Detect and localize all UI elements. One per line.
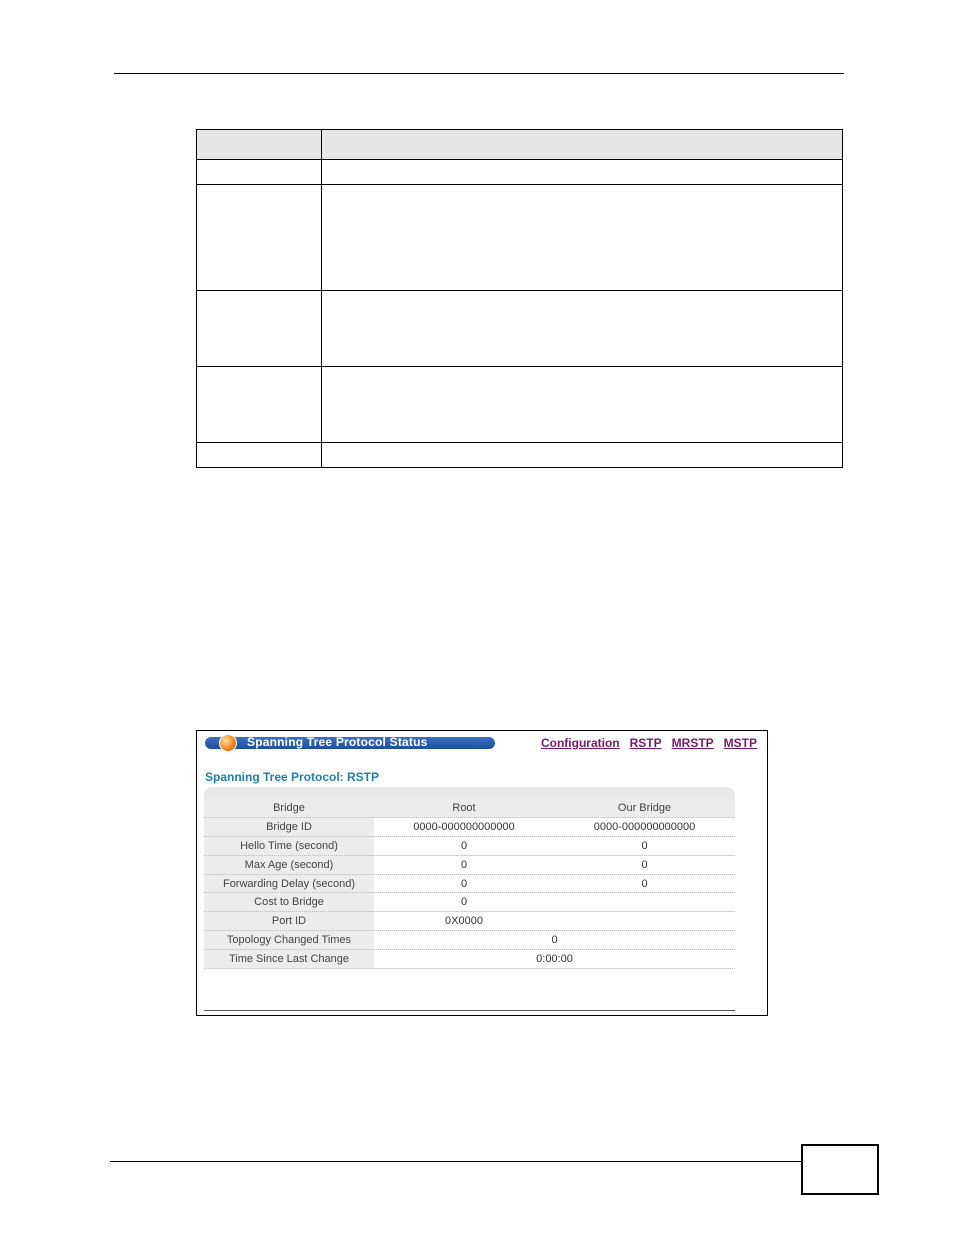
- table-row: [204, 818, 735, 837]
- row-label: Max Age (second): [204, 856, 374, 874]
- root-value: 0: [374, 837, 554, 855]
- description-table-header: [197, 130, 842, 160]
- orb-icon: [219, 734, 237, 752]
- our-bridge-value: 0: [554, 856, 735, 874]
- footer-rule: [110, 1161, 802, 1162]
- table-row: [204, 931, 735, 950]
- table-row: [204, 837, 735, 856]
- root-value: 0: [374, 875, 554, 893]
- our-bridge-value: [554, 912, 735, 930]
- table-header-row: [204, 799, 735, 818]
- link-mstp[interactable]: MSTP: [723, 736, 757, 750]
- status-table: [204, 787, 735, 969]
- row-label: Topology Changed Times: [204, 931, 374, 949]
- description-table: [196, 129, 843, 468]
- spanning-value: 0: [374, 931, 735, 949]
- table-row: [204, 912, 735, 931]
- root-value: 0: [374, 893, 554, 911]
- root-value: 0000-000000000000: [374, 818, 554, 836]
- our-bridge-value: 0: [554, 875, 735, 893]
- link-rstp[interactable]: RSTP: [629, 736, 662, 750]
- page-title: Spanning Tree Protocol Status: [247, 735, 428, 749]
- column-header-our-bridge: Our Bridge: [554, 799, 735, 817]
- title-bar: [205, 737, 495, 749]
- row-label: Port ID: [204, 912, 374, 930]
- our-bridge-value: 0: [554, 837, 735, 855]
- row-label: Cost to Bridge: [204, 893, 374, 911]
- link-configuration[interactable]: Configuration: [540, 736, 620, 750]
- spanning-value: 0:00:00: [374, 950, 735, 968]
- table-row: [204, 950, 735, 969]
- table-row: [204, 875, 735, 894]
- protocol-subheading: Spanning Tree Protocol: RSTP: [205, 770, 380, 784]
- panel-divider: [204, 1010, 735, 1011]
- column-header-bridge: Bridge: [204, 799, 374, 817]
- root-value: 0: [374, 856, 554, 874]
- table-row: [204, 856, 735, 875]
- row-label: Bridge ID: [204, 818, 374, 836]
- link-mrstp[interactable]: MRSTP: [671, 736, 714, 750]
- our-bridge-value: [554, 893, 735, 911]
- page-number-box: [801, 1144, 879, 1195]
- row-label: Forwarding Delay (second): [204, 875, 374, 893]
- table-row: [204, 893, 735, 912]
- row-label: Time Since Last Change: [204, 950, 374, 968]
- root-value: 0X0000: [374, 912, 554, 930]
- nav-links: [541, 736, 757, 750]
- row-label: Hello Time (second): [204, 837, 374, 855]
- column-header-root: Root: [374, 799, 554, 817]
- stp-status-screenshot: [196, 730, 768, 1016]
- our-bridge-value: 0000-000000000000: [554, 818, 735, 836]
- header-rule: [114, 73, 844, 74]
